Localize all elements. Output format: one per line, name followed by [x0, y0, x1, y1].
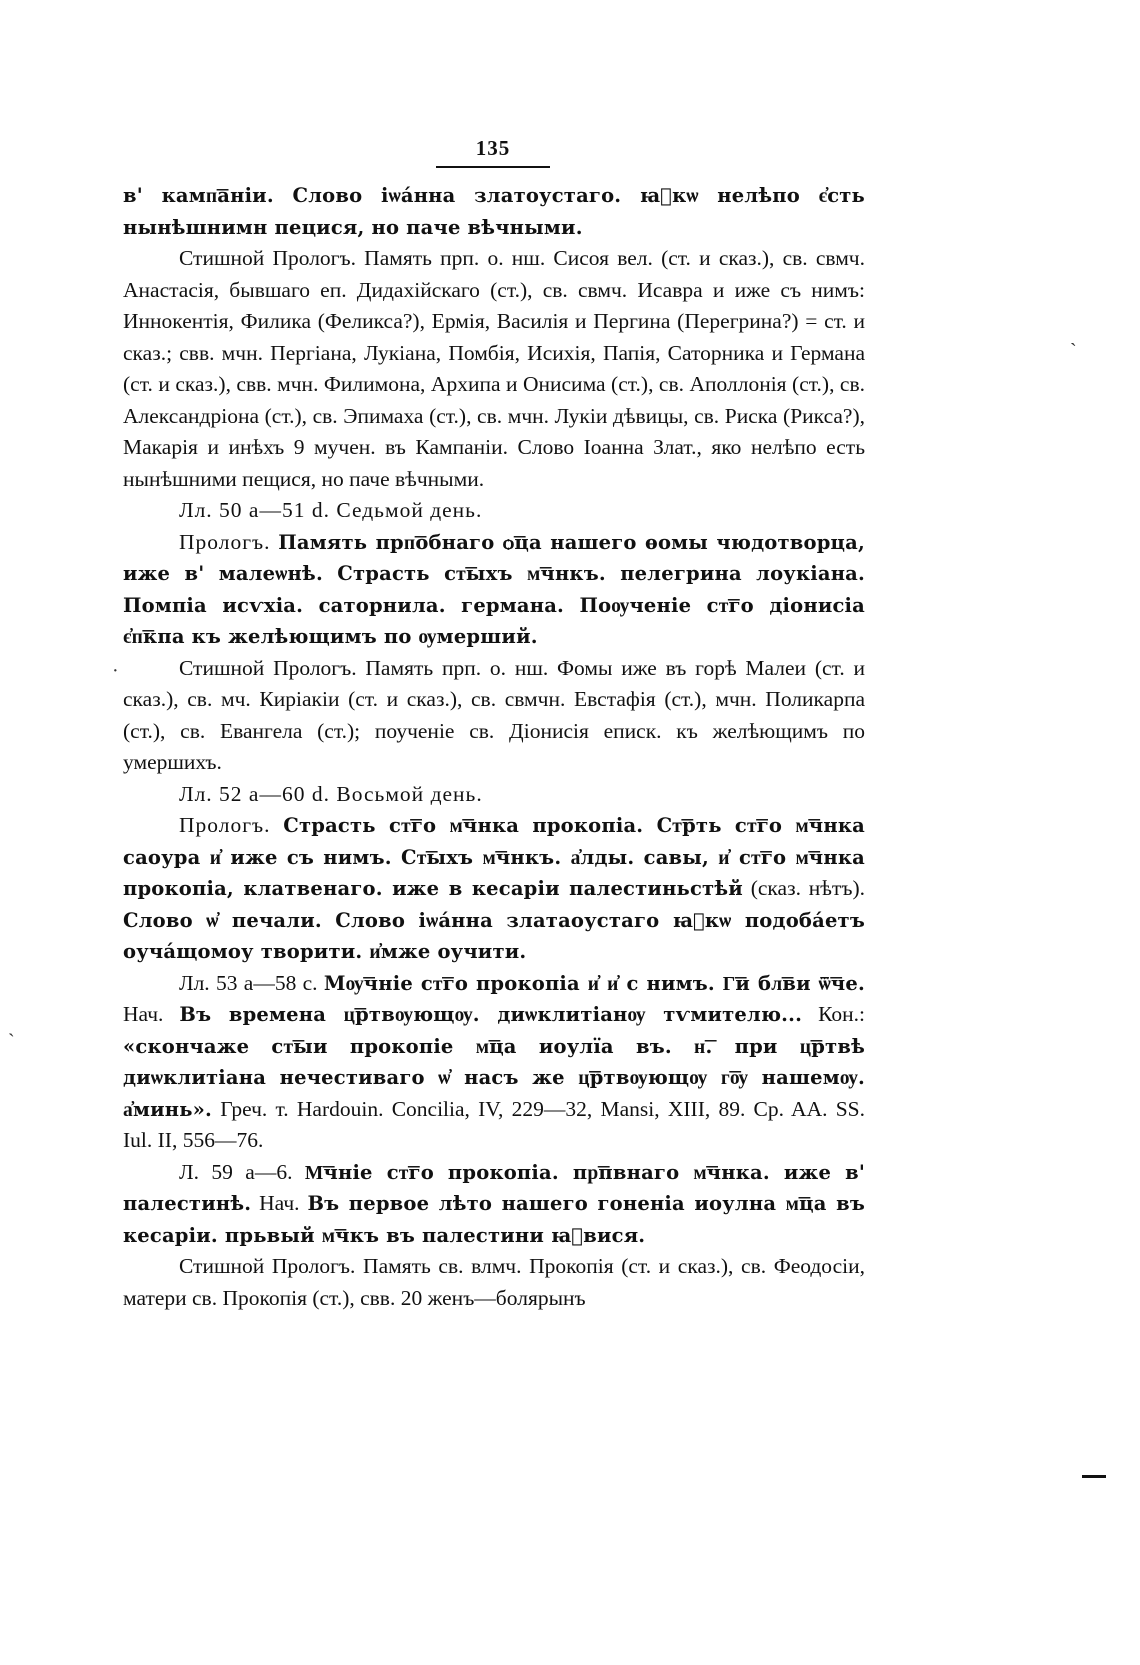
- paragraph: [123, 1157, 865, 1252]
- church-slavonic-text: Страсть ст͞го м͞чнка прокопіа. Ст͞рть ст͞го м͞чнка саоура и҆ иже съ нимъ. Ст͞ыхъ м͞чнкъ. а҆лды. савы, и҆ ст͞го м͞чнка прокопіа, клатвенаго. иже в кесаріи палестиньстѣй: [123, 814, 865, 900]
- paragraph-text: Нач.: [251, 1191, 308, 1215]
- corner-dash-mark: [1082, 1475, 1106, 1478]
- paragraph: [123, 968, 865, 1157]
- paragraph-text: Прологъ.: [179, 813, 284, 837]
- paragraph-text: Стишной Прологъ. Память прп. о. нш. Сисоя вел. (ст. и сказ.), св. свмч. Анастасія, бывшаго еп. Дидахійскаго (ст.), св. свмч. Исавра и иже съ нимъ: Иннокентія, Филика (Феликса?), Ермія, Василія и Пергина (Перегрина?) = ст. и сказ.; свв. мчн. Пергіана, Лукіана, Помбія, Исихія, Папія, Саторника и Германа (ст. и сказ.), свв. мчн. Филимона, Архипа и Онисима (ст.), св. Аполлонія (ст.), св. Александріона (ст.), св. Эпимаха (ст.), св. мчн. Лукіи дѣвицы, св. Риска (Рикса?), Макарія и инѣхъ 9 мучен. въ Кампаніи. Слово Іоанна Злат., яко нелѣпо есть нынѣшними пещися, но паче вѣчными.: [123, 246, 865, 491]
- page-number-rule: [436, 166, 550, 168]
- paragraph-text: Лл. 50 a—51 d. Седьмой день.: [179, 498, 483, 522]
- paragraph-text: Л. 59 a—6.: [179, 1159, 305, 1184]
- paragraph-text: (сказ. нѣтъ).: [742, 876, 865, 900]
- paragraph-text: Прологъ.: [179, 529, 279, 554]
- section-heading: [123, 779, 865, 811]
- paragraph-text: Лл. 52 a—60 d. Восьмой день.: [179, 781, 483, 806]
- paragraph: [123, 1251, 865, 1314]
- paragraph-text: Греч. т. Hardouin. Concilia, IV, 229—32, Mansi, XIII, 89. Cp. AA. SS. Iul. II, 556—76.: [123, 1096, 865, 1152]
- paragraph-text: Стишной Прологъ. Память св. влмч. Прокопія (ст. и сказ.), св. Феодосіи, матери св. Прокопія (ст.), свв. 20 женъ—болярынъ: [123, 1254, 865, 1310]
- paragraph: [123, 527, 865, 653]
- page-number: 135: [475, 136, 511, 160]
- document-body: [123, 180, 865, 1314]
- paragraph-text: Стишной Прологъ. Память прп. о. нш. Фомы иже въ горѣ Малеи (ст. и сказ.), св. мч. Киріакіи (ст. и сказ.), св. свмчн. Евстафія (ст.), мчн. Поликарпа (ст.), св. Евангела (ст.); поученіе св. Діонисія еписк. къ желѣющимъ по умершихъ.: [123, 655, 865, 774]
- church-slavonic-text: М͞чніе ст͞го прокопіа. пр͞пвнаго м͞чнка. иже в' палестинѣ.: [123, 1160, 865, 1215]
- margin-tick-mark: ˋ: [1070, 340, 1077, 362]
- section-heading: [123, 495, 865, 527]
- paragraph-text: Кон.:: [802, 1002, 866, 1026]
- margin-left-tick-mark: ˎ: [8, 1015, 15, 1037]
- church-slavonic-text: «скончаже ст͞ыи прокопіе м͞ца иоулїа въ. н͞. при ц͞ртвѣ диѡклитіана нечестиваго ѡ҆ насъ же ц͞ртвѹющѹ г͞ѹ нашемѹ. а҆минь».: [123, 1034, 865, 1121]
- paragraph: [123, 243, 865, 495]
- church-slavonic-text: Въ времена ц͞ртвѹющѹ. диѡклитіанѹ тѵмителю...: [179, 1003, 803, 1026]
- paragraph: [123, 653, 865, 779]
- church-slavonic-text: в' камп͞аніи. Слово іѡа́нна златоустаго. ꙗ҆кѡ нелѣпо є҆сть нынѣшнимн пецися, но паче вѣчными.: [123, 184, 865, 239]
- paragraph: [123, 180, 865, 243]
- paragraph: [123, 810, 865, 968]
- church-slavonic-text: Слово ѡ҆ печали. Слово іѡа́нна златаоустаго ꙗ҆кѡ подоба́етъ оуча́щомоу творити. и҆мже оучити.: [123, 908, 865, 963]
- margin-dot-mark: ·: [112, 660, 119, 682]
- church-slavonic-text: Память прп͞обнаго ѻ͞ца нашего ѳомы чюдотворца, иже в' малеѡнѣ. Страсть ст͞ыхъ м͞чнкъ. пелегрина лоукіана. Помпіа исѵхіа. саторнила. германа. Поѹченіе ст͞го діонисіа є҆п͞кпа къ желѣющимъ по ѹмерший.: [123, 530, 865, 648]
- paragraph-text: Лл. 53 a—58 c.: [179, 970, 324, 995]
- church-slavonic-text: Мѹ͞чніе ст͞го прокопіа и҆ и҆ с нимъ. Г͞и бл͞ви ѿ͞че.: [323, 971, 865, 995]
- paragraph-text: Нач.: [123, 1002, 180, 1026]
- church-slavonic-text: Въ первое лѣто нашего гоненіа иоулна м͞ца въ кесаріи. прьвый м͞чкъ въ палестини ꙗ҆вися.: [123, 1192, 865, 1247]
